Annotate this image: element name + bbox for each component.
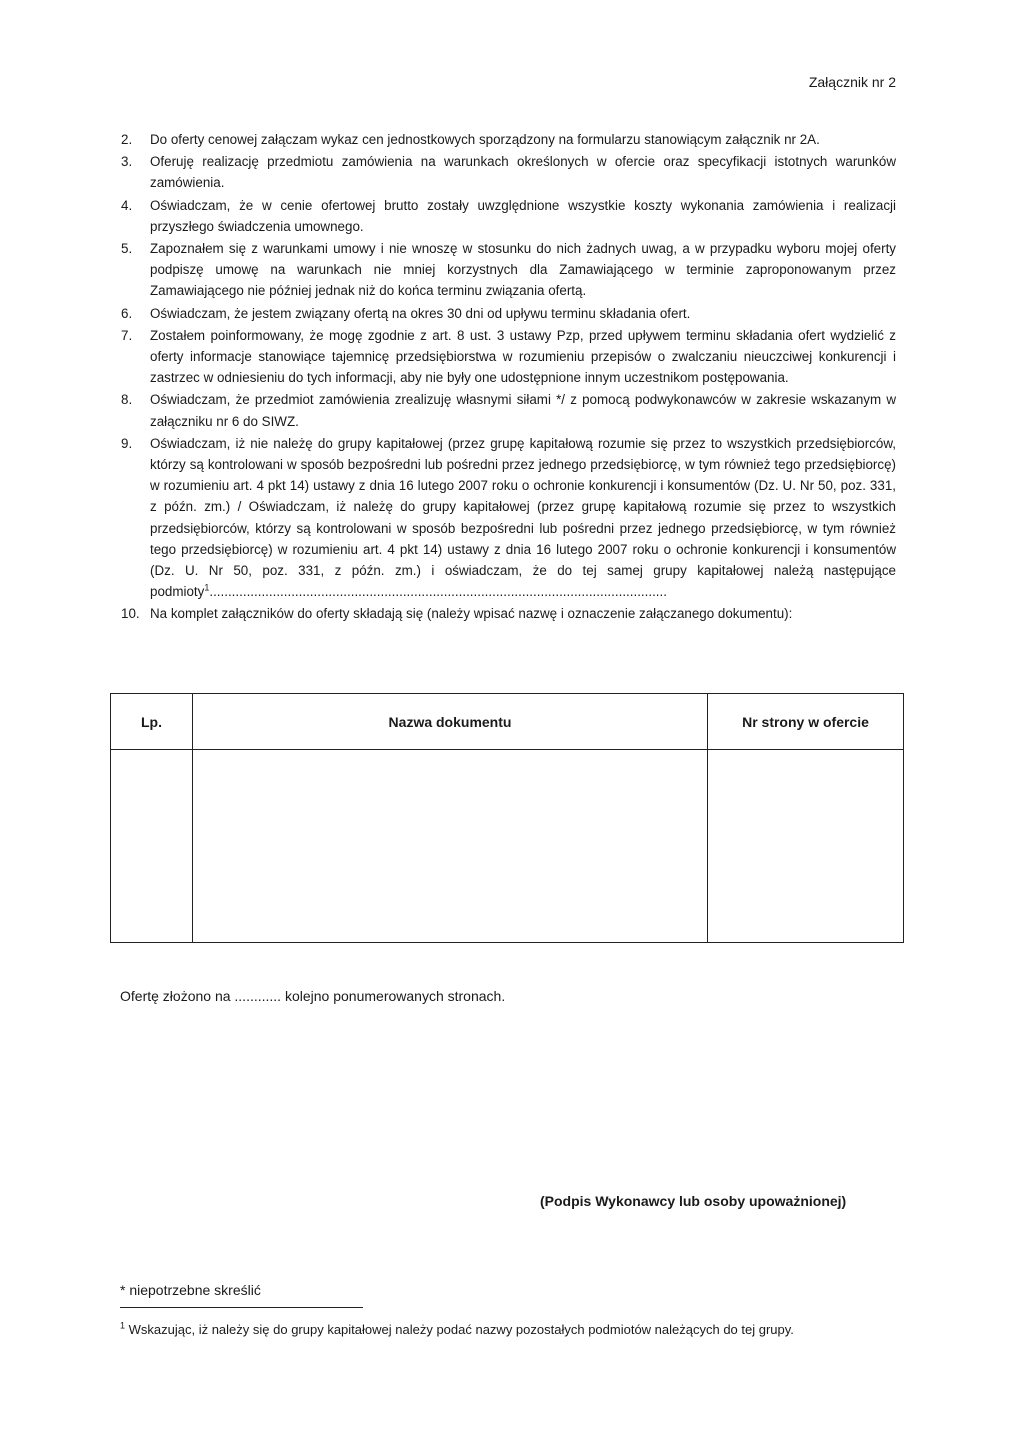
item-text: Oświadczam, że w cenie ofertowej brutto zostały uwzględnione wszystkie koszty wykonania zamówienia i realizacji przyszłego świadczenia umownego. — [150, 197, 896, 234]
item-number: 8. — [121, 392, 133, 408]
list-item — [121, 195, 896, 237]
column-header-lp: Lp. — [111, 694, 193, 749]
footnote-marker: 1 — [120, 1320, 126, 1331]
declarations-list — [121, 129, 896, 626]
fill-in-dots: ........................................................................................................................... — [209, 584, 667, 600]
item-text: Oświadczam, że jestem związany ofertą na okres 30 dni od upływu terminu składania ofert. — [150, 305, 691, 321]
column-header-page-number: Nr strony w ofercie — [742, 713, 869, 730]
table-cell-page-number[interactable] — [708, 750, 903, 943]
item-number: 6. — [121, 305, 133, 321]
list-item — [121, 151, 896, 193]
item-text: Do oferty cenowej załączam wykaz cen jednostkowych sporządzony na formularzu stanowiącym załącznik nr 2A. — [150, 132, 820, 147]
item-number: 5. — [121, 241, 133, 257]
list-item — [121, 303, 896, 324]
list-item — [121, 389, 896, 431]
item-text: Zapoznałem się z warunkami umowy i nie wnoszę w stosunku do nich żadnych uwag, a w przypadku wyboru mojej oferty podpiszę umowę na warunkach nie mniej korzystnych dla Zamawiającego w terminie zaproponowanym przez Zamawiającego nie później jednak niż do końca terminu związania ofertą. — [150, 241, 896, 299]
table-row — [111, 750, 903, 943]
attachment-title: Załącznik nr 2 — [808, 74, 896, 90]
item-number: 9. — [121, 435, 133, 451]
item-text — [150, 433, 896, 603]
table-cell-document-name[interactable] — [193, 750, 708, 943]
footnote-divider — [120, 1307, 363, 1308]
item-text-body: Oświadczam, iż nie należę do grupy kapitałowej (przez grupę kapitałową rozumie się przez to wszystkich przedsiębiorców, którzy są kontrolowani w sposób bezpośredni lub pośredni przez jednego przedsiębiorcę, w tym również tego przedsiębiorcę) w rozumieniu art. 4 pkt 14) ustawy z dnia 16 lutego 2007 roku o ochronie konkurencji i konsumentów (Dz. U. Nr 50, poz. 331, z późn. zm.) / Oświadczam, iż należę do grupy kapitałowej (przez grupę kapitałową rozumie się przez to wszystkich przedsiębiorców, którzy są kontrolowani w sposób bezpośredni lub pośredni przez jednego przedsiębiorcę, w tym również tego przedsiębiorcę) w rozumieniu art. 4 pkt 14) ustawy z dnia 16 lutego 2007 roku o ochronie konkurencji i konsumentów (Dz. U. Nr 50, poz. 331, z późn. zm.) i oświadczam, że do tej samej grupy kapitałowej należą następujące podmioty — [150, 435, 896, 600]
item-number: 7. — [121, 327, 133, 343]
item-number: 10. — [121, 606, 140, 622]
column-header-document-name: Nazwa dokumentu — [193, 694, 708, 749]
item-text: Oferuję realizację przedmiotu zamówienia na warunkach określonych w ofercie oraz specyfikacji istotnych warunków zamówienia. — [150, 154, 896, 191]
footnote-reference: 1 — [204, 582, 210, 593]
list-item — [121, 238, 896, 302]
item-text: Oświadczam, że przedmiot zamówienia zrealizuję własnymi siłami */ z pomocą podwykonawców w zakresie wskazanym w załączniku nr 6 do SIWZ. — [150, 392, 896, 429]
page-count-line: Ofertę złożono na ............ kolejno ponumerowanych stronach. — [120, 988, 506, 1004]
signature-caption: (Podpis Wykonawcy lub osoby upoważnionej) — [540, 1193, 847, 1209]
attachments-table — [110, 693, 904, 943]
list-item — [121, 603, 896, 624]
list-item — [121, 433, 896, 603]
item-text: Na komplet załączników do oferty składają się (należy wpisać nazwę i oznaczenie załączanego dokumentu): — [150, 606, 793, 622]
item-number: 4. — [121, 197, 133, 213]
list-item — [121, 129, 896, 150]
item-number: 3. — [121, 154, 133, 170]
list-item — [121, 325, 896, 389]
asterisk-note: * niepotrzebne skreślić — [120, 1282, 261, 1298]
item-text: Zostałem poinformowany, że mogę zgodnie z art. 8 ust. 3 ustawy Pzp, przed upływem terminu składania ofert wydzielić z oferty informacje stanowiące tajemnicę przedsiębiorstwa w rozumieniu przepisów o zwalczaniu nieuczciwej konkurencji i zastrzec w odniesieniu do tych informacji, aby nie były one udostępnione innym uczestnikom postępowania. — [150, 327, 896, 386]
table-header-row — [111, 694, 903, 750]
table-cell-lp[interactable] — [111, 750, 193, 943]
footnote — [120, 1322, 794, 1337]
item-number: 2. — [121, 132, 133, 147]
footnote-text: Wskazując, iż należy się do grupy kapitałowej należy podać nazwy pozostałych podmiotów należących do tej grupy. — [125, 1322, 794, 1337]
